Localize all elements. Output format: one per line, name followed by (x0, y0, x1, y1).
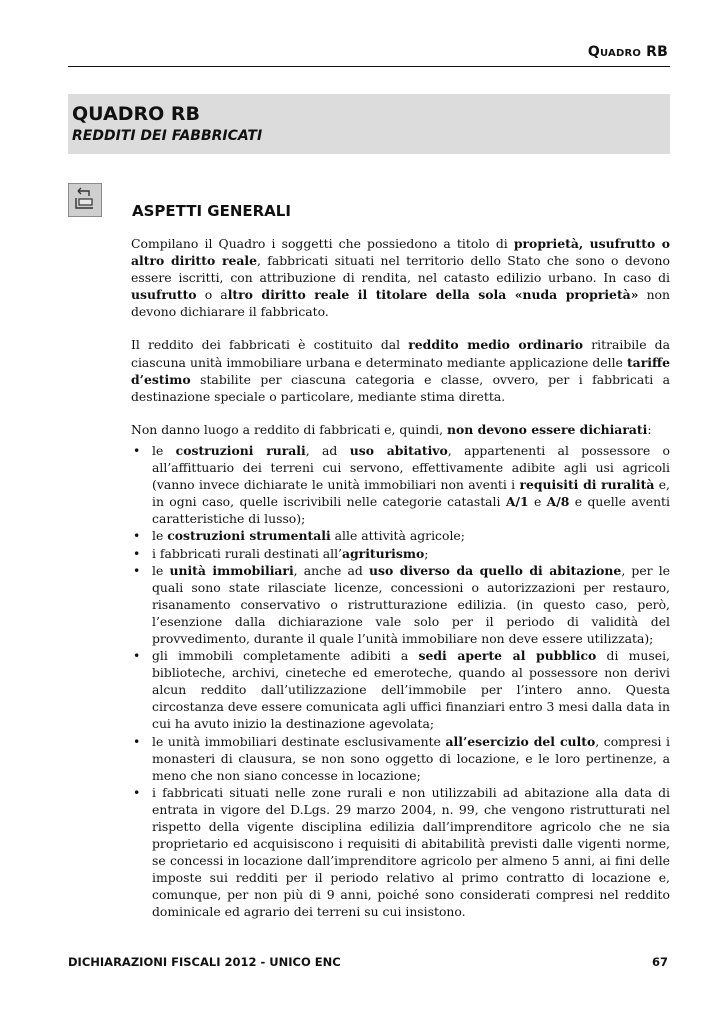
list-item: • gli immobili completamente adibiti a sedi aperte al pubblico di musei, biblioteche, archivi, cineteche ed emeroteche, quando al possessore non derivi alcun reddito dall’utilizzazione dell’immobile per l’intero anno. Questa circostanza deve essere comunicata agli uffici finanziari entro 3 mesi dalla data in cui ha avuto inizio la destinazione agevolata; (133, 648, 670, 732)
document-flow-icon (68, 183, 102, 217)
header-rule (68, 66, 670, 67)
list-item-text: i fabbricati rurali destinati all’agriturismo; (152, 545, 429, 561)
title-band (68, 94, 670, 154)
paragraph: Compilano il Quadro i soggetti che possiedono a titolo di proprietà, usufrutto o altro diritto reale, fabbricati situati nel territorio dello Stato che sono o devono essere iscritti, con attribuzione di rendita, nel catasto edilizio urbano. In caso di usufrutto o altro diritto reale il titolare della sola «nuda proprietà» non devono dichiarare il fabbricato. (131, 236, 671, 320)
list-item: • le costruzioni strumentali alle attività agricole; (133, 528, 465, 544)
list-item-text: le costruzioni strumentali alle attività agricole; (152, 528, 465, 544)
exclusion-list (131, 442, 670, 921)
footer-publication: DICHIARAZIONI FISCALI 2012 - UNICO ENC (68, 955, 341, 969)
list-item-text: i fabbricati situati nelle zone rurali e non utilizzabili ad abitazione alla data di entrata in vigore del D.Lgs. 29 marzo 2004, n. 99, che vengono ristrutturati nel rispetto della vigente disciplina edilizia dall’imprenditore agricolo che ne sia proprietario ed acquisiscono i requisiti di abitabilità previsti dalle vigenti norme, se concessi in locazione dall’imprenditore agricolo per almeno 5 anni, ai fini delle imposte sui redditi per il periodo relativo al primo contratto di locazione e, comunque, per non più di 9 anni, poiché sono considerati compresi nel reddito dominicale ed agrario dei terreni su cui insistono. (152, 784, 670, 920)
list-item-text: le unità immobiliari destinate esclusivamente all’esercizio del culto, compresi i monasteri di clausura, se non sono oggetto di locazione, e le loro pertinenze, a meno che non siano concesse in locazione; (152, 733, 671, 783)
page-number: 67 (651, 955, 668, 969)
section-content (131, 235, 670, 921)
list-item-text: le unità immobiliari, anche ad uso diverso da quello di abitazione, per le quali sono state rilasciate licenze, concessioni o autorizzazioni per restauro, risanamento conservativo o ristrutturazione edilizia. (in questo caso, però, l’esenzione dalla dichiarazione vale solo per il periodo di validità del provvedimento, durante il quale l’unità immobiliare non deve essere utilizzata); (152, 562, 670, 646)
list-item: • i fabbricati situati nelle zone rurali e non utilizzabili ad abitazione alla data di entrata in vigore del D.Lgs. 29 marzo 2004, n. 99, che vengono ristrutturati nel rispetto della vigente disciplina edilizia dall’imprenditore agricolo che ne sia proprietario ed acquisiscono i requisiti di abitabilità previsti dalle vigenti norme, se concessi in locazione dall’imprenditore agricolo per almeno 5 anni, ai fini delle imposte sui redditi per il periodo relativo al primo contratto di locazione e, comunque, per non più di 9 anni, poiché sono considerati compresi nel reddito dominicale ed agrario dei terreni su cui insistono. (133, 784, 670, 920)
list-item: • le costruzioni rurali, ad uso abitativo, appartenenti al possessore o all’affittuario dei terreni cui servono, effettivamente adibite agli usi agricoli (vanno invece dichiarate le unità immobiliari non aventi i requisiti di ruralità e, in ogni caso, quelle iscrivibili nelle categorie catastali A/1 e A/8 e quelle aventi caratteristiche di lusso); (133, 442, 670, 527)
page-title: QUADRO RB (72, 103, 200, 125)
page-subtitle: REDDITI DEI FABBRICATI (72, 128, 263, 144)
paragraph: Il reddito dei fabbricati è costituito dal reddito medio ordinario ritraibile da ciascuna unità immobiliare urbana e determinato mediante applicazione delle tariffe d’estimo stabilite per ciascuna categoria e classe, ovvero, per i fabbricati a destinazione speciale o particolare, mediante stima diretta. (131, 337, 670, 404)
list-item: • i fabbricati rurali destinati all’agriturismo; (133, 545, 429, 561)
list-item: • le unità immobiliari destinate esclusivamente all’esercizio del culto, compresi i monasteri di clausura, se non sono oggetto di locazione, e le loro pertinenze, a meno che non siano concesse in locazione; (133, 733, 671, 783)
paragraph: Non danno luogo a reddito di fabbricati e, quindi, non devono essere dichiarati: (131, 421, 652, 437)
list-item: • le unità immobiliari, anche ad uso diverso da quello di abitazione, per le quali sono state rilasciate licenze, concessioni o autorizzazioni per restauro, risanamento conservativo o ristrutturazione edilizia. (in questo caso, però, l’esenzione dalla dichiarazione vale solo per il periodo di validità del provvedimento, durante il quale l’unità immobiliare non deve essere utilizzata); (133, 562, 670, 646)
running-header: Quadro RB (587, 44, 668, 60)
list-item-text: le costruzioni rurali, ad uso abitativo, appartenenti al possessore o all’affittuario dei terreni cui servono, effettivamente adibite agli usi agricoli (vanno invece dichiarate le unità immobiliari non aventi i requisiti di ruralità e, in ogni caso, quelle iscrivibili nelle categorie catastali A/1 e A/8 e quelle aventi caratteristiche di lusso); (152, 442, 670, 527)
section-heading: ASPETTI GENERALI (132, 202, 291, 220)
list-item-text: gli immobili completamente adibiti a sedi aperte al pubblico di musei, biblioteche, archivi, cineteche ed emeroteche, quando al possessore non derivi alcun reddito dall’utilizzazione dell’immobile per l’intero anno. Questa circostanza deve essere comunicata agli uffici finanziari entro 3 mesi dalla data in cui ha avuto inizio la destinazione agevolata; (152, 648, 670, 732)
